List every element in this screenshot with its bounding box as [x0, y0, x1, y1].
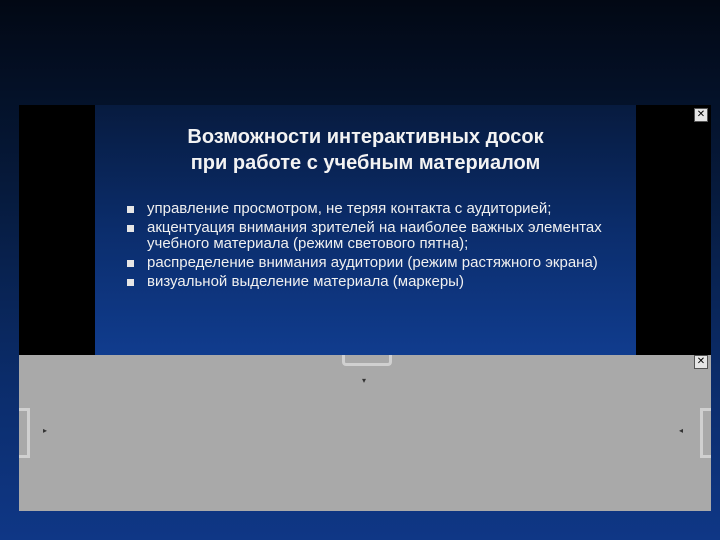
- close-icon[interactable]: ✕: [694, 108, 708, 122]
- bullet-text: управление просмотром, не теряя контакта с аудиторией;: [147, 200, 552, 217]
- slide-title: [95, 124, 636, 176]
- bullet-item: [125, 255, 625, 271]
- bullet-item: [125, 220, 625, 252]
- bullet-item: [125, 201, 625, 217]
- board-right-margin: [636, 105, 711, 355]
- board-left-margin: [19, 105, 95, 355]
- bullet-square-icon: [127, 206, 134, 213]
- chevron-left-icon[interactable]: ◂: [679, 426, 684, 435]
- bullet-text: распределение внимания аудитории (режим растяжного экрана): [147, 254, 598, 271]
- curtain-close-icon[interactable]: ✕: [694, 355, 708, 369]
- bullet-text: визуальной выделение материала (маркеры): [147, 273, 464, 290]
- bullet-square-icon: [127, 279, 134, 286]
- interactive-board-window: [19, 105, 711, 511]
- bullet-text: акцентуация внимания зрителей на наиболее важных элементах учебного материала (режим светового пятна);: [147, 219, 602, 252]
- slide-bullet-list: [125, 201, 625, 293]
- bullet-item: [125, 274, 625, 290]
- slide-title-line-1: Возможности интерактивных досок: [187, 126, 544, 148]
- bullet-square-icon: [127, 225, 134, 232]
- chevron-down-icon[interactable]: ▾: [362, 376, 367, 385]
- curtain-left-handle[interactable]: [19, 408, 30, 458]
- presentation-slide: [95, 105, 636, 355]
- chevron-right-icon[interactable]: ▸: [43, 426, 48, 435]
- bullet-square-icon: [127, 260, 134, 267]
- curtain-right-handle[interactable]: [700, 408, 711, 458]
- curtain-top-handle[interactable]: [342, 355, 392, 366]
- slide-title-line-2: при работе с учебным материалом: [190, 152, 541, 174]
